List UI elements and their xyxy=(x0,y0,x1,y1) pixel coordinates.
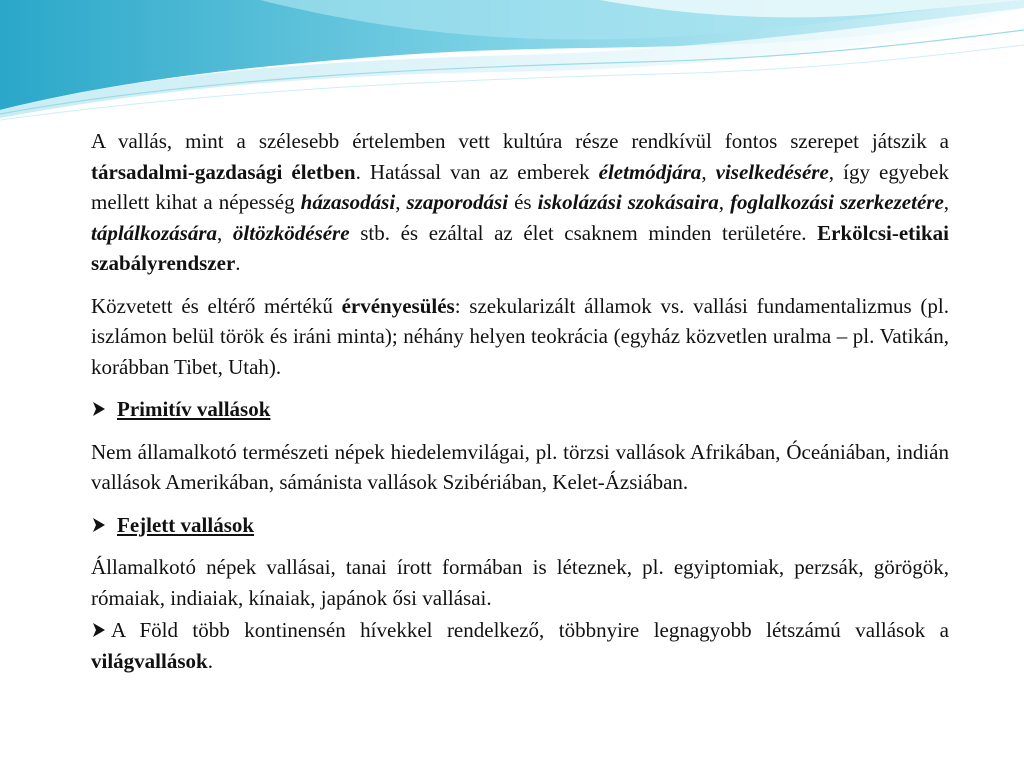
arrow-bullet-icon xyxy=(91,401,109,417)
primitive-religions-heading xyxy=(91,394,949,425)
intro-paragraph: A vallás, mint a szélesebb értelemben vett kultúra része rendkívül fontos szerepet játszik a társadalmi-gazdasági életben. Hatással van az emberek életmódjára, viselkedésére, így egyebek mellett kihat a népesség házasodási, szaporodási és iskolázási szokásaira, foglalkozási szerkezetére, táplálkozására, öltözködésére stb. és ezáltal az élet csaknem minden területére. Erkölcsi-etikai szabályrendszer. xyxy=(91,129,950,275)
validity-paragraph: Közvetett és eltérő mértékű érvényesülés: szekularizált államok vs. vallási fundamentalizmus (pl. iszlámon belül török és iráni minta); néhány helyen teokrácia (egyház közvetlen uralma – pl. Vatikán, korábban Tibet, Utah). xyxy=(91,293,950,379)
advanced-religions-paragraph: Államalkotó népek vallásai, tanai írott formában is léteznek, pl. egyiptomiak, perzsák, görögök, rómaiak, indiaiak, kínaiak, japánok ősi vallásai. xyxy=(91,555,949,610)
slide-body xyxy=(91,126,949,688)
arrow-bullet-icon xyxy=(91,622,107,638)
advanced-religions-heading xyxy=(91,510,949,541)
arrow-bullet-icon xyxy=(91,517,109,533)
world-religions-paragraph: A Föld több kontinensén hívekkel rendelkező, többnyire legnagyobb létszámú vallások a világvallások. xyxy=(91,618,949,673)
primitive-religions-paragraph: Nem államalkotó természeti népek hiedelemvilágai, pl. törzsi vallások Afrikában, Óceániában, indián vallások Amerikában, sámánista vallások Szibériában, Kelet-Ázsiában. xyxy=(91,439,949,494)
header-wave-decoration xyxy=(0,0,1024,130)
heading-title: Primitív vallások xyxy=(117,397,271,421)
heading-title: Fejlett vallások xyxy=(117,512,255,537)
